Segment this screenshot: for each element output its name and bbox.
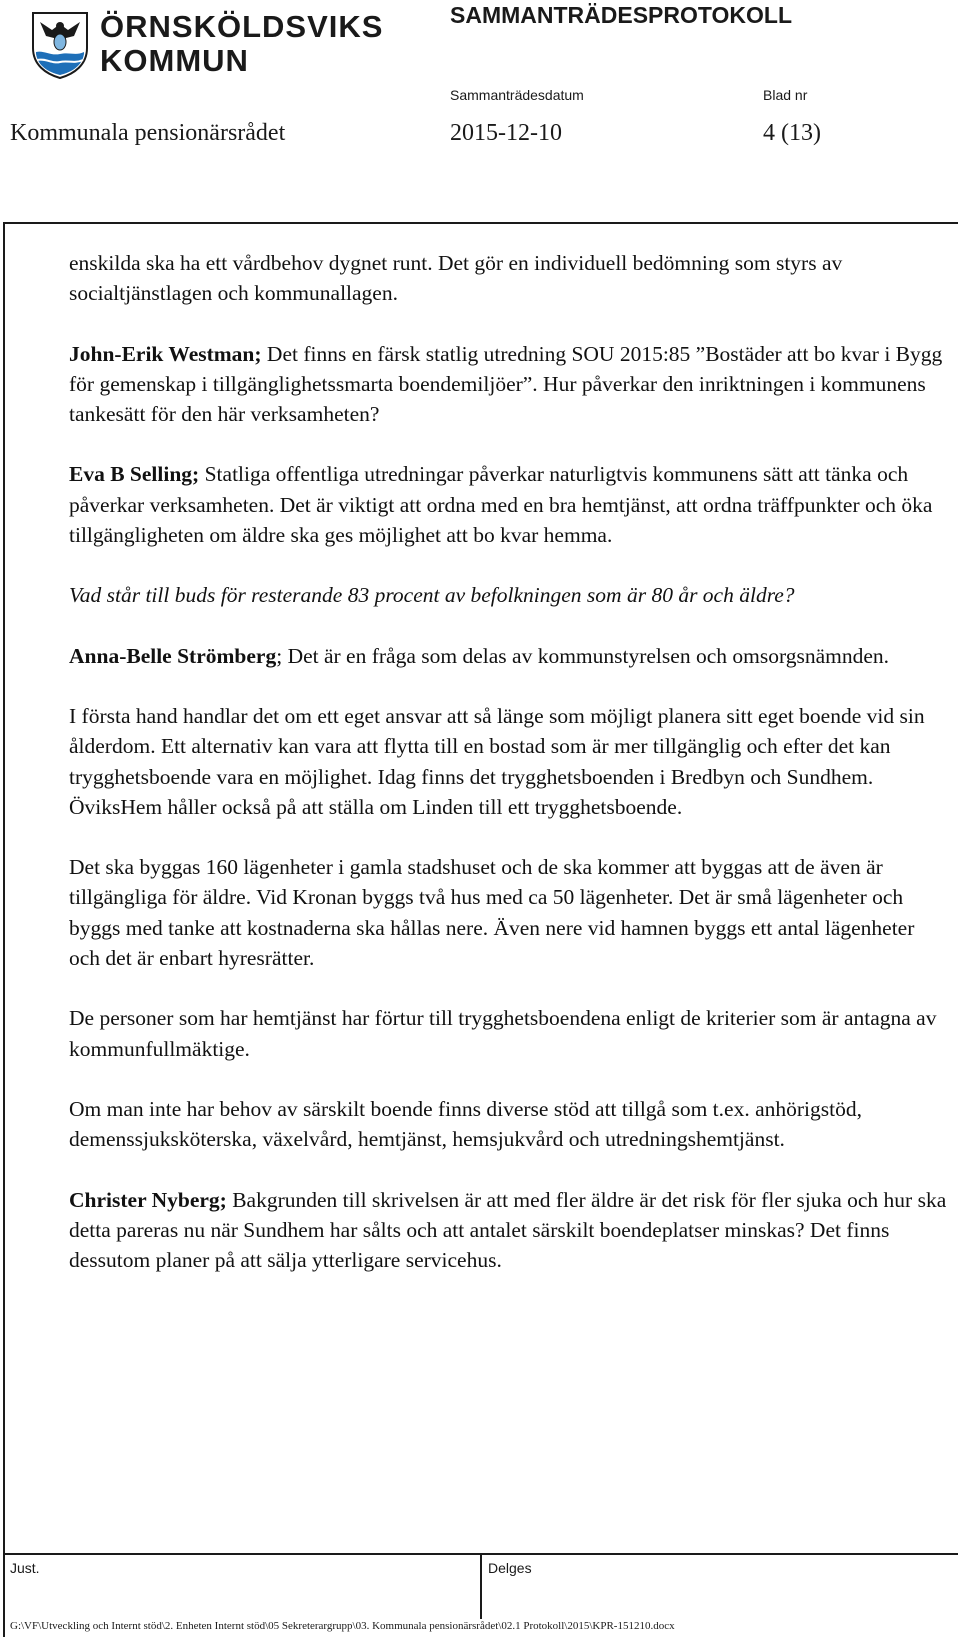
body-name: Kommunala pensionärsrådet	[10, 120, 286, 146]
paragraph: enskilda ska ha ett vårdbehov dygnet runt. Det gör en individuell bedömning som styrs av socialtjänstlagen och kommunallagen.	[69, 251, 843, 306]
paragraph	[69, 459, 949, 550]
minutes-body	[69, 248, 949, 1305]
logo-line-1: ÖRNSKÖLDSVIKS	[100, 9, 384, 44]
speaker-name: Christer Nyberg;	[69, 1187, 227, 1212]
just-label: Just.	[10, 1560, 40, 1576]
footer-column-divider	[480, 1553, 482, 1619]
speaker-name: Anna-Belle Strömberg	[69, 643, 277, 668]
paragraph	[69, 641, 949, 671]
page-number: 4 (13)	[763, 120, 821, 146]
file-path: G:\VF\Utveckling och Internt stöd\2. Enheten Internt stöd\05 Sekreterargrupp\03. Kommunala pensionärsrådet\02.1 Protokoll\2015\KPR-151210.docx	[10, 1620, 675, 1632]
paragraph: Det ska byggas 160 lägenheter i gamla stadshuset och de ska kommer att byggas att de även är tillgängliga för äldre. Vid Kronan byggs två hus med ca 50 lägenheter. Det är små lägenheter och byggs med tanke att kostnaderna ska hållas nere. Även nere vid hamnen byggs ett antal lägenheter och det är enbart hyresrätter.	[69, 855, 915, 971]
statement: ; Det är en fråga som delas av kommunstyrelsen och omsorgsnämnden.	[276, 643, 890, 668]
paragraph	[69, 1185, 949, 1276]
logo-line-2: KOMMUN	[100, 43, 249, 78]
question: Vad står till buds för resterande 83 procent av befolkningen som är 80 år och äldre?	[69, 583, 795, 608]
date-label: Sammanträdesdatum	[450, 87, 584, 103]
paragraph	[69, 339, 949, 430]
statement: Bakgrunden till skrivelsen är att med fler äldre är det risk för fler sjuka och hur ska detta pareras nu när Sundhem har sålts och att antalet särskilt boendeplatser minskas? Det finns dessutom planer på att sälja ytterligare servicehus.	[69, 1187, 947, 1273]
statement: Statliga offentliga utredningar påverkar naturligtvis kommunens sätt att tänka och påverkar verksamheten. Det är viktigt att ordna med en bra hemtjänst, att ordna träffpunkter och öka tillgängligheten om äldre ska ges möjlighet att bo kvar hemma.	[69, 462, 933, 548]
delges-label: Delges	[488, 1560, 532, 1576]
municipality-logo	[30, 9, 384, 82]
paragraph: I första hand handlar det om ett eget ansvar att så länge som möjligt planera sitt eget boende vid sin ålderdom. Ett alternativ kan vara att flytta till en bostad som är mer tillgänglig och efter det kan trygghetsboende vara en möjlighet. Idag finns det trygghetsboenden i Bredbyn och Sundhem. ÖviksHem håller också på att ställa om Linden till ett trygghetsboende.	[69, 703, 925, 819]
statement: Det finns en färsk statlig utredning SOU 2015:85 ”Bostäder att bo kvar i Bygg för gemenskap i tillgänglighetssmarta boendemiljöer”. Hur påverkar den inriktningen i kommunens tankesätt för den här verksamheten?	[69, 341, 943, 427]
coat-of-arms-icon	[30, 10, 90, 80]
page-label: Blad nr	[763, 87, 808, 103]
speaker-name: John-Erik Westman;	[69, 341, 262, 366]
meeting-date: 2015-12-10	[450, 120, 562, 146]
document-type: SAMMANTRÄDESPROTOKOLL	[450, 2, 793, 28]
paragraph: De personer som har hemtjänst har förtur till trygghetsboendena enligt de kriterier som är antagna av kommunfullmäktige.	[69, 1006, 937, 1061]
speaker-name: Eva B Selling;	[69, 462, 200, 487]
paragraph: Om man inte har behov av särskilt boende finns diverse stöd att tillgå som t.ex. anhörigstöd, demenssjuksköterska, växelvård, hemtjänst, hemsjukvård och utredningshemtjänst.	[69, 1096, 862, 1152]
logo-wordmark	[100, 10, 383, 78]
